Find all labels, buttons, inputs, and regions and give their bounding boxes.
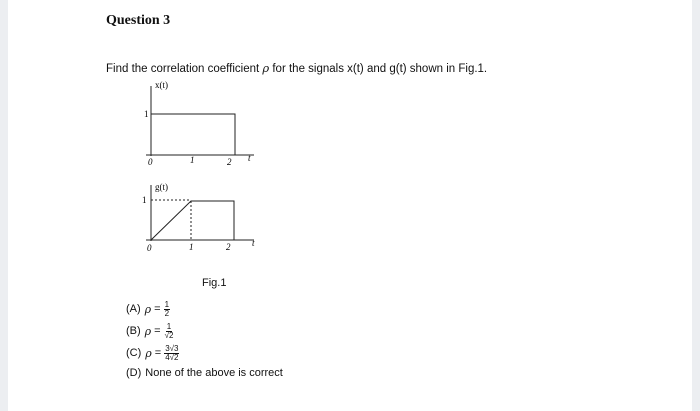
prompt-text-after: for the signals x(t) and g(t) shown in Fig.1. bbox=[269, 63, 488, 75]
option-a-numerator: 1 bbox=[164, 299, 170, 309]
x-plot-ylabel: x(t) bbox=[155, 80, 168, 90]
plot-x-t bbox=[144, 80, 254, 167]
figure-1 bbox=[8, 0, 692, 411]
option-b-rho: ρ bbox=[144, 324, 152, 338]
prompt-text-before: Find the correlation coefficient bbox=[106, 63, 263, 75]
option-a[interactable] bbox=[126, 298, 283, 320]
option-b-fraction bbox=[164, 323, 175, 340]
option-b-denominator: √2 bbox=[164, 330, 174, 340]
x-plot-x-tick-1: 1 bbox=[190, 155, 195, 165]
option-b-numerator: 1 bbox=[166, 321, 172, 331]
option-c-numerator: 3√3 bbox=[165, 343, 179, 353]
g-plot-x-tick-2: 2 bbox=[226, 242, 231, 252]
option-b-letter: (B) bbox=[126, 325, 141, 337]
g-t-signal bbox=[151, 201, 234, 240]
option-a-letter: (A) bbox=[126, 303, 141, 315]
rho-symbol: ρ bbox=[262, 61, 270, 75]
g-plot-ylabel: g(t) bbox=[155, 182, 168, 192]
option-b[interactable] bbox=[126, 320, 283, 342]
option-c-letter: (C) bbox=[126, 347, 142, 359]
x-plot-x-tick-0: 0 bbox=[148, 157, 153, 167]
answer-options bbox=[126, 298, 283, 381]
g-plot-x-tick-0: 0 bbox=[147, 243, 152, 253]
g-plot-x-tick-1: 1 bbox=[189, 242, 194, 252]
x-plot-xlabel: t bbox=[248, 153, 251, 163]
g-plot-y-tick: 1 bbox=[142, 195, 147, 205]
option-a-rho: ρ bbox=[144, 302, 152, 316]
x-plot-x-tick-2: 2 bbox=[227, 157, 232, 167]
option-d-text: None of the above is correct bbox=[145, 366, 283, 379]
option-c-denominator: 4√2 bbox=[165, 352, 179, 362]
figure-caption: Fig.1 bbox=[202, 277, 227, 289]
option-a-equals: = bbox=[154, 303, 161, 315]
g-plot-xlabel: t bbox=[252, 238, 255, 248]
question-title: Question 3 bbox=[106, 13, 171, 28]
plot-g-t bbox=[142, 182, 255, 253]
option-c[interactable] bbox=[126, 342, 283, 364]
option-d-letter: (D) bbox=[126, 366, 142, 379]
x-plot-y-tick: 1 bbox=[144, 109, 149, 119]
question-page bbox=[8, 0, 692, 411]
option-c-fraction bbox=[164, 345, 179, 362]
option-b-equals: = bbox=[154, 325, 161, 337]
x-t-signal bbox=[151, 114, 235, 155]
option-c-equals: = bbox=[154, 347, 162, 359]
option-a-fraction bbox=[164, 301, 170, 318]
option-c-rho: ρ bbox=[145, 346, 152, 360]
option-d[interactable] bbox=[126, 364, 283, 381]
option-a-denominator: 2 bbox=[164, 308, 170, 318]
